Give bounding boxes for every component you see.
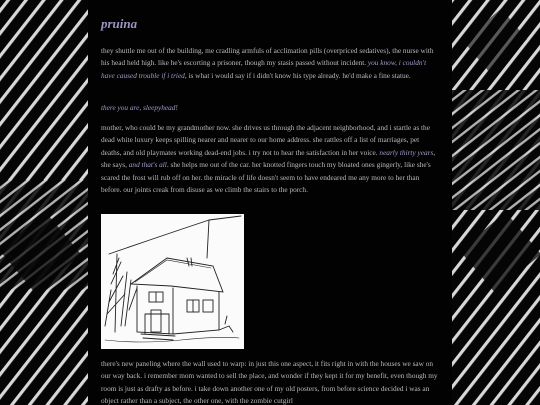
paragraph-2 xyxy=(101,122,438,196)
post-title: pruina xyxy=(101,16,138,31)
paragraph-2-text: mother, who could be my grandmother now. she drives us through the adjacent neighborhood, and i startle as the dead white luxury keeps spilling nearer and nearer to our home address. she rattles off a list of marriages, pet deaths, and old playmates working dead-end jobs. i try not to hear the satisfaction in her voice. xyxy=(101,123,430,157)
post-column xyxy=(88,0,452,405)
paragraph-1-emphasis: you know, i couldn't have caused trouble if i tried xyxy=(101,58,427,80)
paragraph-2-emphasis-1: nearly thirty years xyxy=(379,147,434,157)
paragraph-3: there's new paneling where the wall used to warp: in just this one aspect, it fits right in with the houses we saw on our way back. i remember mom wanted to sell the place, and wonder if they kept it for my benefit, even though my room is just as drafty as before. i take down another one of my old posters, from before science decided i was an object rather than a subject, the other one, with the zombie cutgirl xyxy=(101,359,438,405)
house-sketch-image xyxy=(101,214,244,349)
paragraph-1 xyxy=(101,45,438,82)
paragraph-2-tail: . she helps me out of the car. her knotted fingers touch my bloated ones gingerly, like she's scared the frost will rub off on her. the miracle of life doesn't seem to have endeared me any more to her than before. our joints creak from disuse as we climb the stairs to the porch. xyxy=(101,160,431,195)
dialogue-line: there you are, sleepyhead! xyxy=(101,103,178,112)
paragraph-2-emphasis-2: and that's all xyxy=(128,160,167,170)
paragraph-1-tail: , is what i would say if i didn't know his type already. he'd make a fine statue. xyxy=(184,70,411,80)
paragraph-2-mid: , she says, xyxy=(101,147,436,170)
paragraph-1-text: they shuttle me out of the building, me cradling armfuls of acclimation pills (overpriced sedatives), the nurse with his head held high. like he's escorting a prisoner, though my stasis passed without incident. xyxy=(101,46,434,68)
